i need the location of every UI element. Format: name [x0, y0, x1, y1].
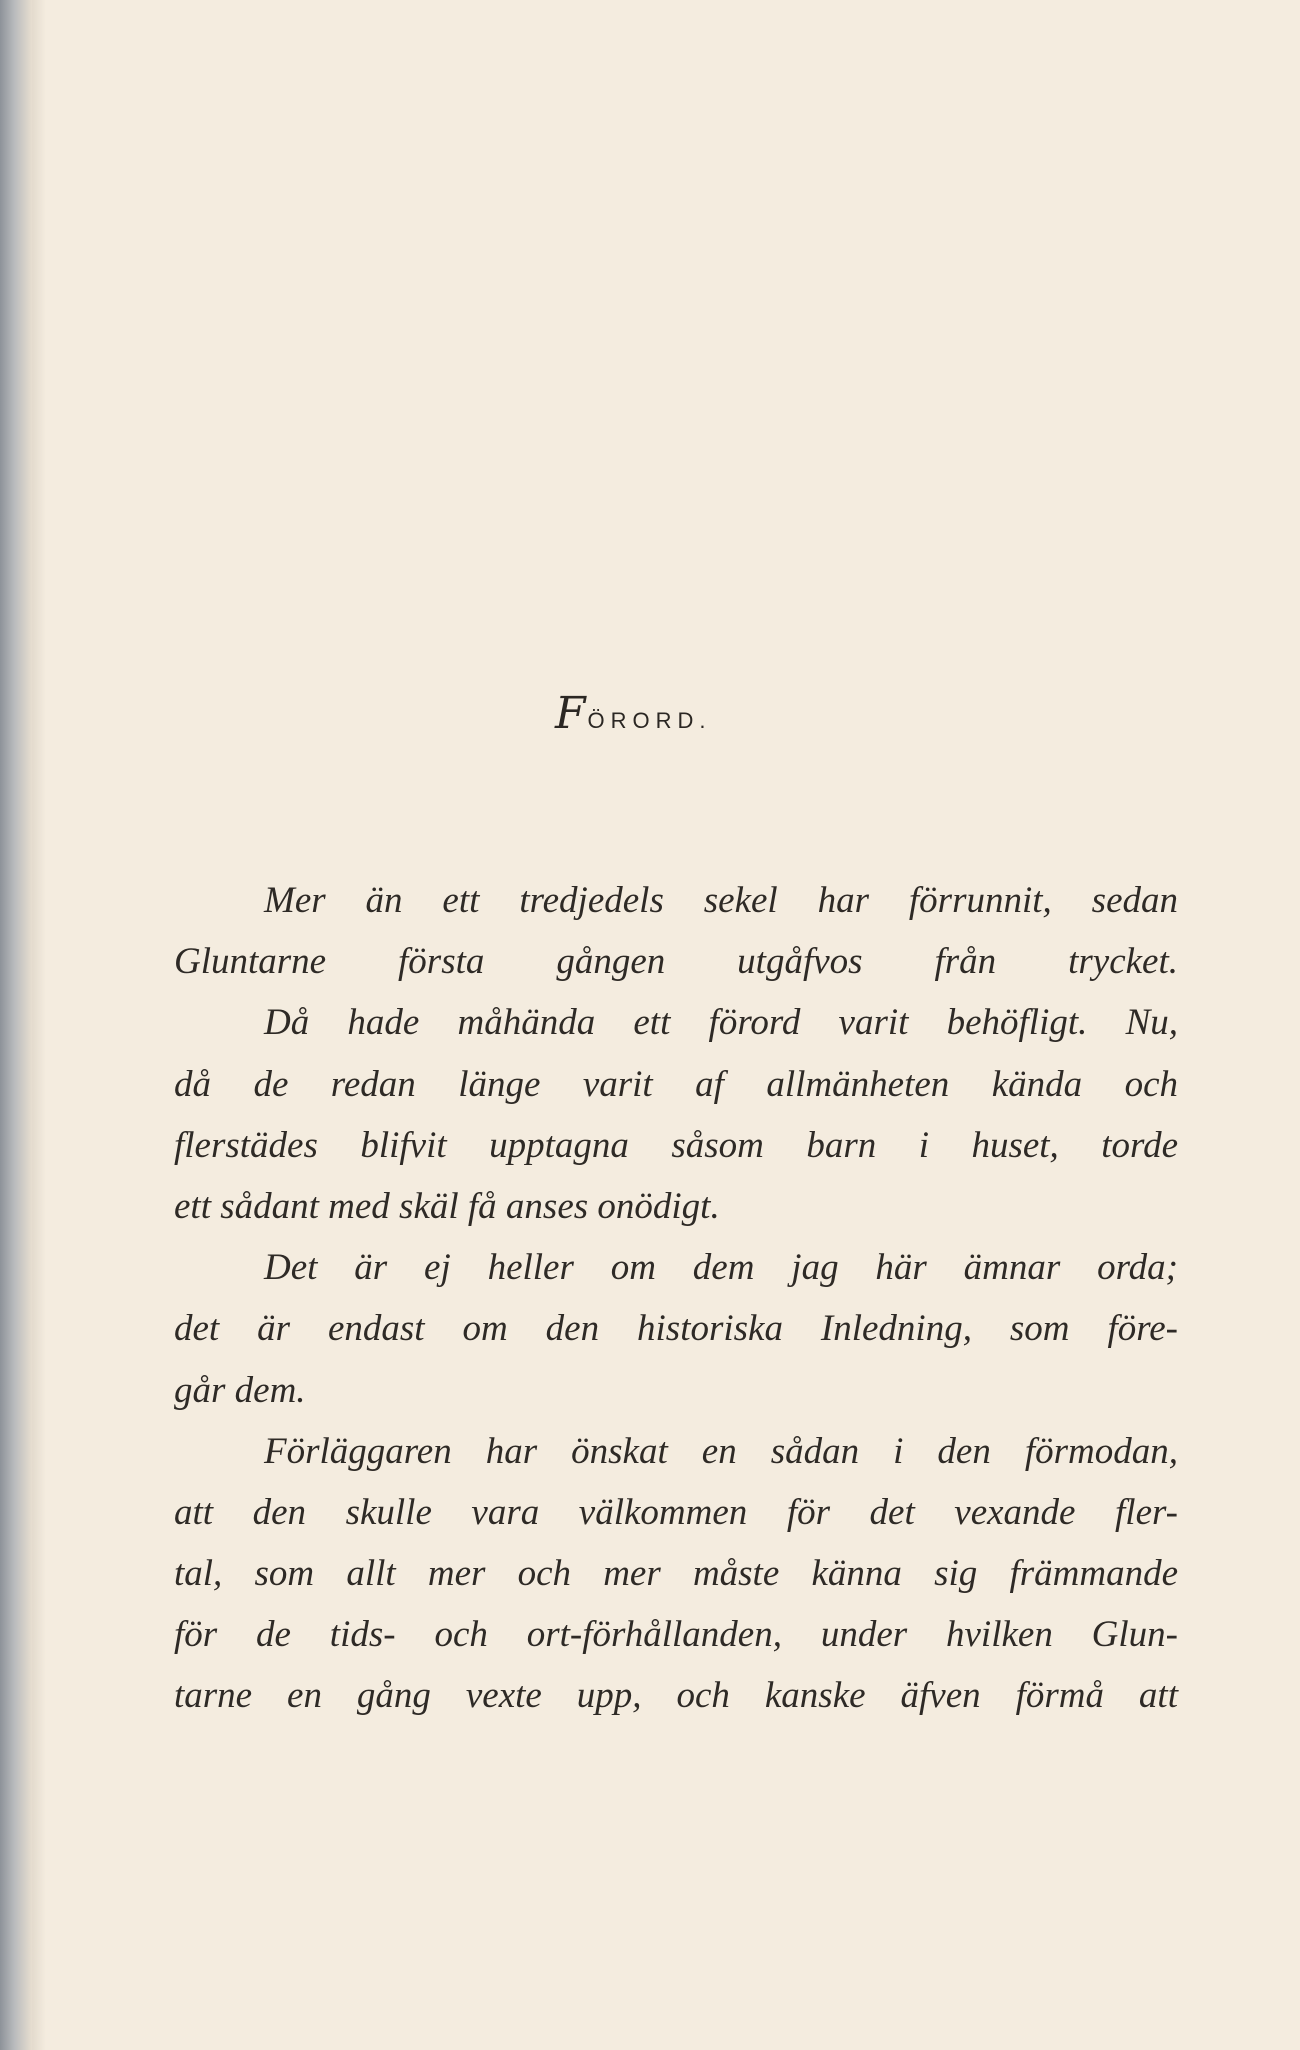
body-text	[174, 870, 1178, 1727]
text-line: Mer än ett tredjedels sekel har förrunnit, sedan	[264, 880, 1178, 921]
page-gutter-shadow	[32, 0, 46, 2050]
text-line: då de redan länge varit af allmänheten kända och	[174, 1063, 1178, 1105]
text-line: att den skulle vara välkommen för det vexande fler-	[174, 1491, 1178, 1533]
page-title	[555, 688, 712, 739]
text-line: tal, som allt mer och mer måste känna sig främmande	[174, 1553, 1178, 1595]
text-line: tarne en gång vexte upp, och kanske äfven förmå att	[174, 1675, 1178, 1717]
text-line: Förläggaren har önskat en sådan i den förmodan,	[264, 1430, 1178, 1472]
text-line: Då hade måhända ett förord varit behöfligt. Nu,	[264, 1002, 1178, 1044]
title-rest: ÖRORD.	[587, 708, 712, 733]
text-line: Det är ej heller om dem jag här ämnar orda;	[264, 1247, 1178, 1289]
text-line: Gluntarne första gången utgåfvos från trycket.	[174, 941, 1178, 983]
text-line: går dem.	[174, 1369, 306, 1411]
text-line: det är endast om den historiska Inledning, som före-	[174, 1308, 1178, 1350]
title-initial: F	[555, 688, 588, 739]
text-line: flerstädes blifvit upptagna såsom barn i huset, torde	[174, 1124, 1178, 1166]
page-binding-edge	[0, 0, 32, 2050]
text-line: för de tids- och ort-förhållanden, under hvilken Glun-	[174, 1614, 1178, 1656]
text-line: ett sådant med skäl få anses onödigt.	[174, 1185, 720, 1227]
